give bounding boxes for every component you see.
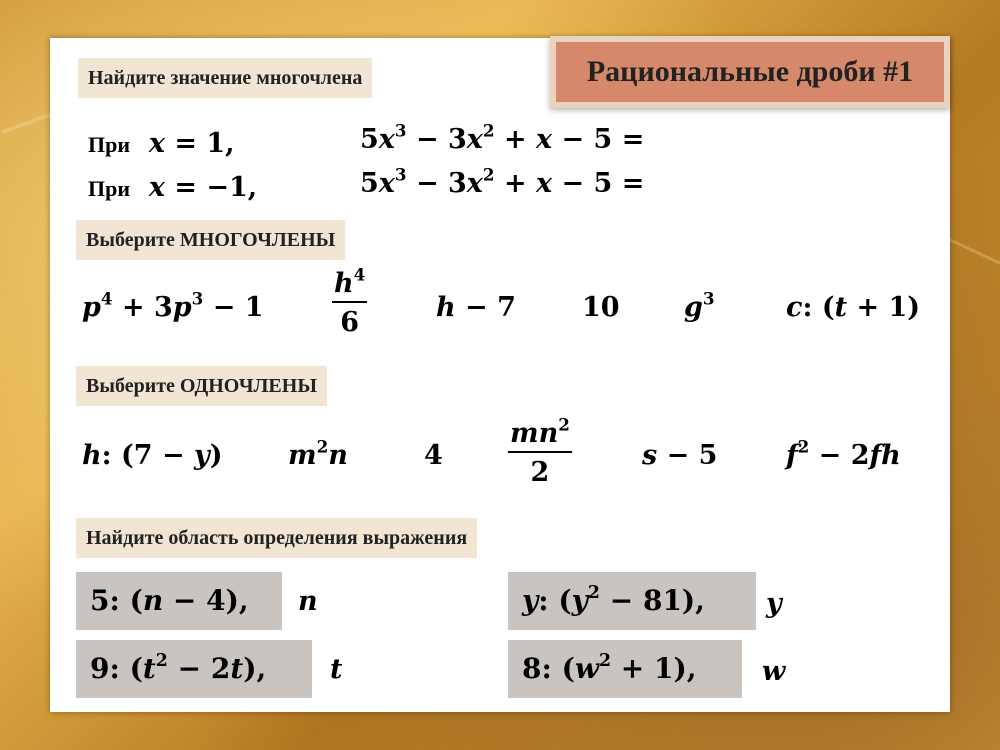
- row-prefix: При: [88, 176, 131, 201]
- mono-item-6: $f^2 - 2fh$: [786, 436, 901, 471]
- task1-row-1: [88, 130, 235, 157]
- task4-heading: Найдите область определения выражения: [76, 518, 477, 558]
- task1-expr-1: $5x^3 - 3x^2 + x - 5$ =: [360, 120, 645, 155]
- domain-var: y: [766, 588, 782, 619]
- task2-heading: Выберите МНОГОЧЛЕНЫ: [76, 220, 345, 260]
- row-value: = −1,: [174, 172, 258, 203]
- domain-item-1: 5: (n − 4),: [76, 572, 282, 630]
- background-streak: [943, 235, 1000, 267]
- task3-heading: Выберите ОДНОЧЛЕНЫ: [76, 366, 327, 406]
- mono-item-4: $\frac{mn^2}{2}$: [510, 414, 570, 488]
- poly-item-2: $\frac{h^4}{6}$: [334, 264, 366, 338]
- domain-var-2: [766, 590, 782, 617]
- task1-expr-2: $5x^3 - 3x^2 + x - 5$ =: [360, 164, 645, 199]
- domain-item-4: 8: $(w^2 + 1)$,: [508, 640, 742, 698]
- poly-item-5: $g^3$: [684, 288, 715, 323]
- domain-var-3: [330, 656, 342, 683]
- row-value: = 1,: [174, 128, 235, 159]
- mono-item-2: $m^2n$: [288, 436, 348, 471]
- domain-var: n: [298, 586, 318, 617]
- row-prefix: При: [88, 132, 131, 157]
- poly-item-1: $p^4 + 3p^3 - 1$: [82, 288, 264, 323]
- title-inner: [556, 42, 944, 102]
- task1-row-2: [88, 174, 257, 201]
- mono-item-1: h: (7 − y): [82, 440, 223, 471]
- domain-item-2: y: $(y^2 - 81)$,: [508, 572, 756, 630]
- row-var: x: [148, 128, 165, 159]
- slide-title: Рациональные дроби #1: [586, 55, 914, 88]
- slide-card: [50, 38, 950, 712]
- domain-var-1: [298, 588, 318, 615]
- domain-var: w: [762, 656, 786, 687]
- mono-item-5: s − 5: [642, 440, 718, 471]
- poly-item-6: c: (t + 1): [786, 292, 921, 323]
- domain-item-3: 9: $(t^2 - 2t)$,: [76, 640, 312, 698]
- poly-item-3: h − 7: [436, 292, 516, 323]
- domain-var-4: [762, 658, 785, 685]
- task1-heading: Найдите значение многочлена: [78, 58, 372, 98]
- title-banner: [550, 36, 950, 108]
- domain-var: t: [330, 654, 343, 685]
- poly-item-4: 10: [582, 292, 620, 323]
- row-var: x: [148, 172, 165, 203]
- mono-item-3: 4: [424, 440, 443, 471]
